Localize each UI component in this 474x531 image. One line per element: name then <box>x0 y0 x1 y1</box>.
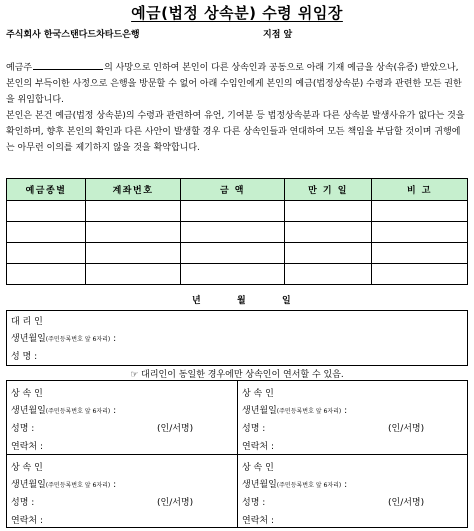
heir-block <box>238 381 468 454</box>
date-day-label: 일 <box>282 296 291 306</box>
table-cell[interactable] <box>7 201 86 222</box>
table-cell[interactable] <box>372 222 468 243</box>
table-cell[interactable] <box>181 222 285 243</box>
table-cell[interactable] <box>372 264 468 285</box>
heir-dob-field[interactable]: 생년월일(주민등록번호 앞 6자리) : <box>11 480 117 490</box>
account-table <box>6 178 468 285</box>
table-cell[interactable] <box>86 243 181 264</box>
heir-signature-mark[interactable]: (인/서명) <box>388 498 425 508</box>
heir-block <box>7 381 237 454</box>
joint-signing-notice: ☞ 대리인이 동일한 경우에만 상속인이 연서할 수 있음. <box>130 370 344 380</box>
confirmation-paragraph: 본인은 본건 예금(법정 상속분)의 수령과 관련하여 유언, 기여분 등 법정상속분과 다른 상속분 발생사유가 없다는 것을 확인하며, 향후 본인의 확인과 다른 사안이 발생할 경우 다른 상속인들과 연대하여 모든 책임을 부담할 것이며 귀행에는 아무런 이의를 제기하지 않을 것을 확약합니다. <box>6 111 465 153</box>
heir-name-field[interactable]: 성명 : <box>242 424 266 434</box>
heir-contact-field[interactable]: 연락처 : <box>242 442 274 452</box>
heir-label: 상 속 인 <box>11 389 43 399</box>
col-remarks: 비 고 <box>372 179 468 201</box>
table-cell[interactable] <box>181 201 285 222</box>
agent-dob-field[interactable]: 생년월일(주민등록번호 앞 6자리) : <box>11 334 117 344</box>
heir-label: 상 속 인 <box>242 463 274 473</box>
col-maturity-date: 만 기 일 <box>285 179 372 201</box>
table-cell[interactable] <box>181 243 285 264</box>
form-title: 예금(법정 상속분) 수령 위임장 <box>131 4 343 22</box>
heir-contact-field[interactable]: 연락처 : <box>11 442 43 452</box>
table-row <box>7 264 468 285</box>
table-cell[interactable] <box>285 201 372 222</box>
branch-label: 지점 앞 <box>263 30 293 40</box>
table-cell[interactable] <box>7 222 86 243</box>
table-row <box>7 222 468 243</box>
table-cell[interactable] <box>181 264 285 285</box>
heir-signature-mark[interactable]: (인/서명) <box>157 498 194 508</box>
table-cell[interactable] <box>372 243 468 264</box>
heir-contact-field[interactable]: 연락처 : <box>11 516 43 526</box>
col-amount: 금 액 <box>181 179 285 201</box>
heir-signature-mark[interactable]: (인/서명) <box>388 424 425 434</box>
col-deposit-type: 예금종별 <box>7 179 86 201</box>
table-cell[interactable] <box>86 222 181 243</box>
table-cell[interactable] <box>86 264 181 285</box>
heir-dob-field[interactable]: 생년월일(주민등록번호 앞 6자리) : <box>242 406 348 416</box>
table-cell[interactable] <box>86 201 181 222</box>
heir-block <box>7 455 237 528</box>
heir-label: 상 속 인 <box>11 463 43 473</box>
table-cell[interactable] <box>7 243 86 264</box>
heir-block <box>238 455 468 528</box>
heir-name-field[interactable]: 성명 : <box>242 498 266 508</box>
table-cell[interactable] <box>372 201 468 222</box>
depositor-blank[interactable] <box>33 60 103 70</box>
heirs-grid <box>6 380 468 528</box>
table-cell[interactable] <box>285 264 372 285</box>
date-month-label: 월 <box>237 296 246 306</box>
agent-label: 대 리 인 <box>11 317 43 327</box>
heir-contact-field[interactable]: 연락처 : <box>242 516 274 526</box>
table-row <box>7 243 468 264</box>
agent-name-field[interactable]: 성 명 : <box>11 352 38 362</box>
delegation-paragraph: 예금주 의 사망으로 인하여 본인이 다른 상속인과 공동으로 아래 기재 예금을 상속(유증) 받았으나, 본인의 부득이한 사정으로 은행을 방문할 수 없어 아래 수임인에게 본인의 예금(법정상속분) 수령과 관련한 모든 권한을 위임합니다. <box>6 60 468 108</box>
heir-dob-field[interactable]: 생년월일(주민등록번호 앞 6자리) : <box>11 406 117 416</box>
table-row <box>7 201 468 222</box>
table-header-row <box>7 179 468 201</box>
heir-label: 상 속 인 <box>242 389 274 399</box>
col-account-number: 계좌번호 <box>86 179 181 201</box>
heir-name-field[interactable]: 성명 : <box>11 424 35 434</box>
heir-signature-mark[interactable]: (인/서명) <box>157 424 194 434</box>
date-year-label: 년 <box>192 296 201 306</box>
bank-name: 주식회사 한국스탠다드차타드은행 <box>6 30 140 40</box>
table-cell[interactable] <box>285 222 372 243</box>
heir-dob-field[interactable]: 생년월일(주민등록번호 앞 6자리) : <box>242 480 348 490</box>
table-cell[interactable] <box>7 264 86 285</box>
agent-section <box>6 310 468 366</box>
heir-name-field[interactable]: 성명 : <box>11 498 35 508</box>
table-cell[interactable] <box>285 243 372 264</box>
